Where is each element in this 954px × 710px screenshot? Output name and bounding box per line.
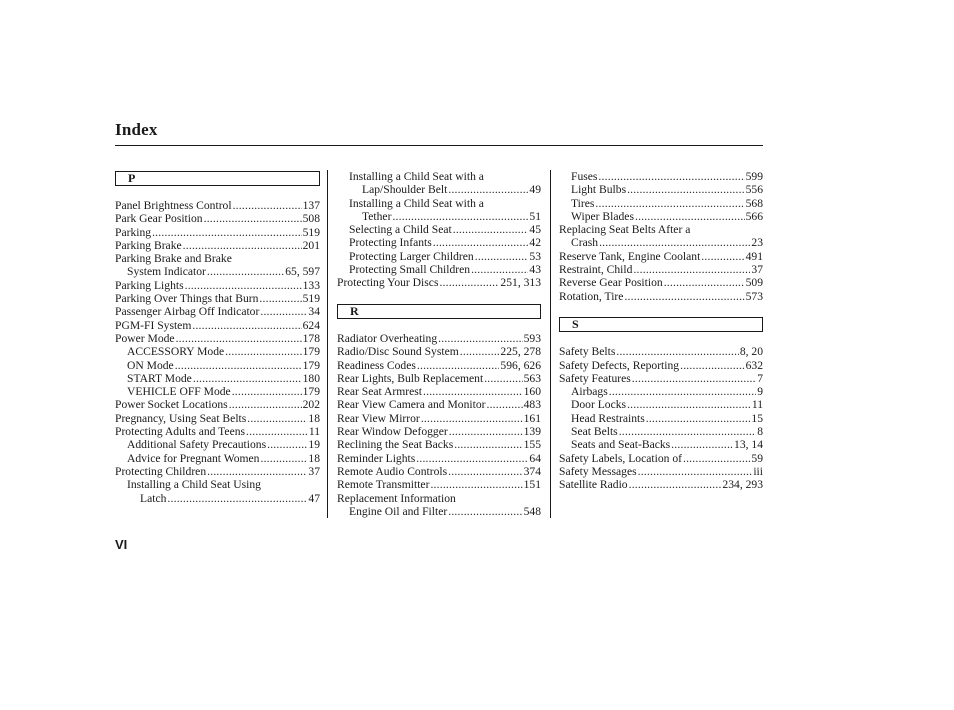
entry-page-ref: 483 bbox=[523, 398, 541, 412]
entry-page-ref: 563 bbox=[523, 371, 541, 385]
dot-leader bbox=[152, 226, 302, 239]
entry-label: Engine Oil and Filter bbox=[349, 504, 448, 518]
dot-leader bbox=[598, 170, 744, 183]
section-gap bbox=[559, 303, 763, 316]
index-entry bbox=[559, 345, 763, 358]
entry-page-ref: 568 bbox=[745, 196, 763, 210]
entry-label: Crash bbox=[571, 236, 599, 250]
dot-leader bbox=[247, 412, 307, 425]
entry-label: Tires bbox=[571, 196, 595, 210]
index-entry bbox=[337, 345, 541, 358]
index-entry bbox=[115, 265, 320, 278]
dot-leader bbox=[267, 438, 307, 451]
dot-leader bbox=[486, 398, 522, 411]
index-entry bbox=[559, 372, 763, 385]
entry-label: Protecting Small Children bbox=[349, 263, 471, 277]
index-entry bbox=[337, 276, 541, 289]
entry-page-ref: 11 bbox=[751, 398, 763, 412]
entry-page-ref: 7 bbox=[757, 371, 763, 385]
dot-leader bbox=[421, 412, 523, 425]
entry-label: Lap/Shoulder Belt bbox=[362, 183, 448, 197]
entry-label: Reminder Lights bbox=[337, 451, 416, 465]
dot-leader bbox=[260, 452, 307, 465]
entry-page-ref: 19 bbox=[308, 438, 320, 452]
entry-label: Protecting Larger Children bbox=[349, 249, 474, 263]
dot-leader bbox=[193, 372, 302, 385]
entry-page-ref: 234, 293 bbox=[722, 478, 763, 492]
index-entry bbox=[337, 236, 541, 249]
dot-leader bbox=[192, 319, 301, 332]
index-entry bbox=[559, 223, 763, 236]
index-entry bbox=[115, 252, 320, 265]
entry-page-ref: 548 bbox=[523, 504, 541, 518]
entry-label: Safety Features bbox=[559, 371, 631, 385]
dot-leader bbox=[448, 505, 522, 518]
dot-leader bbox=[683, 452, 750, 465]
entry-page-ref: 15 bbox=[751, 411, 763, 425]
index-entry bbox=[559, 478, 763, 491]
entry-label: Selecting a Child Seat bbox=[349, 223, 452, 237]
index-entry bbox=[115, 239, 320, 252]
dot-leader bbox=[207, 465, 307, 478]
entry-label: Readiness Codes bbox=[337, 358, 416, 372]
index-entry bbox=[337, 398, 541, 411]
dot-leader bbox=[417, 359, 500, 372]
entry-label: ACCESSORY Mode bbox=[127, 345, 225, 359]
index-entry bbox=[559, 398, 763, 411]
dot-leader bbox=[460, 345, 500, 358]
dot-leader bbox=[229, 398, 302, 411]
dot-leader bbox=[204, 212, 302, 225]
dot-leader bbox=[629, 478, 722, 491]
entry-page-ref: 374 bbox=[523, 464, 541, 478]
entry-label: Rear Lights, Bulb Replacement bbox=[337, 371, 484, 385]
entry-page-ref: 64 bbox=[529, 451, 541, 465]
index-entry bbox=[337, 452, 541, 465]
entry-label: Rear Window Defogger bbox=[337, 425, 448, 439]
entry-label: Restraint, Child bbox=[559, 263, 633, 277]
entry-page-ref: 160 bbox=[523, 385, 541, 399]
entry-label: Parking Brake and Brake bbox=[115, 252, 232, 266]
entry-page-ref: 13, 14 bbox=[734, 438, 763, 452]
dot-leader bbox=[185, 279, 302, 292]
entry-label: Protecting Infants bbox=[349, 236, 432, 250]
index-entry bbox=[115, 226, 320, 239]
index-entry bbox=[559, 359, 763, 372]
entry-label: Rear View Camera and Monitor bbox=[337, 398, 486, 412]
dot-leader bbox=[595, 197, 744, 210]
index-entry bbox=[115, 199, 320, 212]
entry-page-ref: 180 bbox=[302, 371, 320, 385]
dot-leader bbox=[616, 345, 738, 358]
entry-page-ref: 599 bbox=[745, 170, 763, 183]
index-entry bbox=[115, 305, 320, 318]
entry-page-ref: 573 bbox=[745, 289, 763, 303]
entry-label: Panel Brightness Control bbox=[115, 199, 232, 212]
entry-label: Power Socket Locations bbox=[115, 398, 228, 412]
entry-page-ref: 179 bbox=[302, 345, 320, 359]
entry-page-ref: 225, 278 bbox=[500, 345, 541, 359]
dot-leader bbox=[233, 199, 302, 212]
dot-leader bbox=[701, 250, 744, 263]
entry-label: Park Gear Position bbox=[115, 212, 203, 226]
index-entry bbox=[115, 332, 320, 345]
entry-page-ref: 18 bbox=[308, 411, 320, 425]
index-entry bbox=[337, 250, 541, 263]
entry-page-ref: 8 bbox=[757, 425, 763, 439]
entry-label: Rear View Mirror bbox=[337, 411, 420, 425]
dot-leader bbox=[449, 425, 523, 438]
index-entry bbox=[115, 452, 320, 465]
entry-label: Remote Audio Controls bbox=[337, 464, 448, 478]
entry-label: VEHICLE OFF Mode bbox=[127, 385, 231, 399]
page-title: Index bbox=[115, 120, 158, 139]
entry-label: ON Mode bbox=[127, 358, 174, 372]
index-entry bbox=[115, 465, 320, 478]
entry-label: Reclining the Seat Backs bbox=[337, 438, 454, 452]
entry-label: Latch bbox=[140, 491, 167, 505]
entry-label: Safety Defects, Reporting bbox=[559, 358, 680, 372]
entry-label: Advice for Pregnant Women bbox=[127, 451, 260, 465]
dot-leader bbox=[454, 438, 522, 451]
entry-label: System Indicator bbox=[127, 265, 206, 279]
entry-label: Rotation, Tire bbox=[559, 289, 624, 303]
entry-page-ref: 11 bbox=[308, 425, 320, 439]
index-entry bbox=[115, 412, 320, 425]
entry-label: Rear Seat Armrest bbox=[337, 385, 422, 399]
entry-page-ref: 161 bbox=[523, 411, 541, 425]
entry-page-ref: 47 bbox=[308, 491, 320, 505]
entry-label: Light Bulbs bbox=[571, 183, 627, 197]
entry-label: Parking bbox=[115, 225, 152, 239]
entry-label: PGM-FI System bbox=[115, 318, 192, 332]
entry-label: Seat Belts bbox=[571, 425, 618, 439]
entry-label: Head Restraints bbox=[571, 411, 645, 425]
dot-leader bbox=[632, 372, 756, 385]
entry-page-ref: 491 bbox=[745, 249, 763, 263]
entry-page-ref: 37 bbox=[751, 263, 763, 277]
entry-label: Reserve Tank, Engine Coolant bbox=[559, 249, 701, 263]
index-entry bbox=[559, 183, 763, 196]
dot-leader bbox=[484, 372, 522, 385]
entry-label: Protecting Your Discs bbox=[337, 276, 439, 290]
dot-leader bbox=[599, 236, 750, 249]
entry-label: Safety Labels, Location of bbox=[559, 451, 682, 465]
entry-page-ref: 519 bbox=[302, 292, 320, 306]
index-entry bbox=[115, 492, 320, 505]
dot-leader bbox=[448, 465, 522, 478]
dot-leader bbox=[471, 263, 528, 276]
entry-page-ref: 59 bbox=[751, 451, 763, 465]
index-entry bbox=[337, 505, 541, 518]
entry-page-ref: iii bbox=[753, 464, 763, 478]
entry-page-ref: 151 bbox=[523, 478, 541, 492]
entry-label: Airbags bbox=[571, 385, 608, 399]
dot-leader bbox=[619, 425, 757, 438]
index-entry bbox=[337, 332, 541, 345]
section-header: R bbox=[337, 304, 541, 319]
entry-page-ref: 179 bbox=[302, 385, 320, 399]
index-entry bbox=[559, 290, 763, 303]
index-entry bbox=[337, 412, 541, 425]
index-entry bbox=[337, 197, 541, 210]
section-header: S bbox=[559, 317, 763, 332]
index-column-2 bbox=[337, 170, 541, 518]
entry-label: Radio/Disc Sound System bbox=[337, 345, 459, 359]
entry-page-ref: 137 bbox=[302, 199, 320, 212]
index-entry bbox=[115, 292, 320, 305]
index-entry bbox=[559, 210, 763, 223]
dot-leader bbox=[433, 236, 529, 249]
dot-leader bbox=[416, 452, 528, 465]
dot-leader bbox=[439, 276, 499, 289]
dot-leader bbox=[671, 438, 733, 451]
dot-leader bbox=[633, 263, 750, 276]
entry-page-ref: 51 bbox=[529, 209, 541, 223]
dot-leader bbox=[646, 412, 751, 425]
entry-page-ref: 49 bbox=[529, 183, 541, 197]
dot-leader bbox=[175, 359, 302, 372]
dot-leader bbox=[638, 465, 753, 478]
index-entry bbox=[337, 465, 541, 478]
entry-page-ref: 8, 20 bbox=[739, 345, 763, 359]
index-entry bbox=[559, 276, 763, 289]
dot-leader bbox=[167, 492, 307, 505]
entry-label: Pregnancy, Using Seat Belts bbox=[115, 411, 247, 425]
entry-label: START Mode bbox=[127, 371, 192, 385]
index-entry bbox=[337, 183, 541, 196]
entry-page-ref: 34 bbox=[308, 305, 320, 319]
column-divider bbox=[327, 170, 328, 518]
entry-label: Parking Brake bbox=[115, 238, 182, 252]
entry-page-ref: 23 bbox=[751, 236, 763, 250]
index-entry bbox=[559, 465, 763, 478]
entry-label: Parking Over Things that Burn bbox=[115, 292, 259, 306]
dot-leader bbox=[627, 398, 751, 411]
index-entry bbox=[337, 359, 541, 372]
index-entry bbox=[559, 425, 763, 438]
index-entry bbox=[559, 385, 763, 398]
column-divider bbox=[550, 170, 551, 518]
dot-leader bbox=[635, 210, 745, 223]
entry-page-ref: 251, 313 bbox=[500, 276, 541, 290]
entry-page-ref: 519 bbox=[302, 225, 320, 239]
dot-leader bbox=[609, 385, 756, 398]
dot-leader bbox=[260, 305, 307, 318]
index-entry bbox=[559, 197, 763, 210]
index-entry bbox=[115, 279, 320, 292]
entry-label: Replacing Seat Belts After a bbox=[559, 223, 691, 237]
index-entry bbox=[337, 385, 541, 398]
entry-page-ref: 9 bbox=[757, 385, 763, 399]
entry-page-ref: 509 bbox=[745, 276, 763, 290]
entry-label: Power Mode bbox=[115, 331, 175, 345]
entry-label: Protecting Children bbox=[115, 464, 207, 478]
dot-leader bbox=[176, 332, 302, 345]
entry-label: Remote Transmitter bbox=[337, 478, 430, 492]
dot-leader bbox=[430, 478, 522, 491]
index-entry bbox=[115, 345, 320, 358]
index-entry bbox=[559, 236, 763, 249]
entry-page-ref: 178 bbox=[302, 331, 320, 345]
index-entry bbox=[559, 452, 763, 465]
index-entry bbox=[115, 398, 320, 411]
entry-label: Installing a Child Seat Using bbox=[127, 478, 261, 492]
dot-leader bbox=[438, 332, 522, 345]
entry-label: Fuses bbox=[571, 170, 598, 183]
index-entry bbox=[115, 385, 320, 398]
index-entry bbox=[115, 438, 320, 451]
entry-page-ref: 37 bbox=[308, 464, 320, 478]
page-number: VI bbox=[115, 537, 128, 552]
dot-leader bbox=[680, 359, 745, 372]
entry-page-ref: 65, 597 bbox=[285, 265, 320, 279]
dot-leader bbox=[183, 239, 302, 252]
dot-leader bbox=[423, 385, 523, 398]
index-entry bbox=[559, 250, 763, 263]
index-entry bbox=[115, 425, 320, 438]
entry-page-ref: 508 bbox=[302, 212, 320, 226]
entry-page-ref: 45 bbox=[529, 223, 541, 237]
entry-label: Seats and Seat-Backs bbox=[571, 438, 671, 452]
entry-page-ref: 179 bbox=[302, 358, 320, 372]
entry-label: Parking Lights bbox=[115, 278, 184, 292]
dot-leader bbox=[259, 292, 301, 305]
index-entry bbox=[337, 492, 541, 505]
entry-label: Wiper Blades bbox=[571, 209, 634, 223]
index-entry bbox=[337, 223, 541, 236]
index-entry bbox=[559, 412, 763, 425]
entry-label: Installing a Child Seat with a bbox=[349, 170, 484, 183]
index-entry bbox=[115, 212, 320, 225]
index-entry bbox=[337, 170, 541, 183]
index-entry bbox=[337, 478, 541, 491]
dot-leader bbox=[453, 223, 529, 236]
entry-label: Safety Messages bbox=[559, 464, 637, 478]
index-entry bbox=[337, 438, 541, 451]
title-rule bbox=[115, 145, 763, 146]
index-entry bbox=[115, 359, 320, 372]
entry-label: Additional Safety Precautions bbox=[127, 438, 267, 452]
entry-label: Radiator Overheating bbox=[337, 331, 438, 345]
entry-label: Protecting Adults and Teens bbox=[115, 425, 246, 439]
entry-page-ref: 202 bbox=[302, 398, 320, 412]
index-entry bbox=[337, 372, 541, 385]
entry-label: Reverse Gear Position bbox=[559, 276, 663, 290]
entry-page-ref: 632 bbox=[745, 358, 763, 372]
entry-page-ref: 18 bbox=[308, 451, 320, 465]
entry-page-ref: 201 bbox=[302, 238, 320, 252]
dot-leader bbox=[448, 183, 528, 196]
dot-leader bbox=[475, 250, 529, 263]
index-entry bbox=[115, 372, 320, 385]
entry-label: Replacement Information bbox=[337, 491, 456, 505]
entry-page-ref: 624 bbox=[302, 318, 320, 332]
dot-leader bbox=[232, 385, 302, 398]
entry-page-ref: 593 bbox=[523, 331, 541, 345]
index-column-1 bbox=[115, 170, 320, 505]
entry-label: Installing a Child Seat with a bbox=[349, 196, 484, 210]
dot-leader bbox=[392, 210, 528, 223]
section-gap bbox=[337, 290, 541, 303]
entry-page-ref: 42 bbox=[529, 236, 541, 250]
index-entry bbox=[115, 319, 320, 332]
entry-page-ref: 556 bbox=[745, 183, 763, 197]
entry-label: Tether bbox=[362, 209, 392, 223]
entry-page-ref: 155 bbox=[523, 438, 541, 452]
index-entry bbox=[559, 170, 763, 183]
index-entry bbox=[115, 478, 320, 491]
entry-page-ref: 566 bbox=[745, 209, 763, 223]
dot-leader bbox=[664, 276, 745, 289]
entry-label: Passenger Airbag Off Indicator bbox=[115, 305, 260, 319]
index-column-3 bbox=[559, 170, 763, 492]
dot-leader bbox=[207, 265, 284, 278]
index-entry bbox=[559, 263, 763, 276]
dot-leader bbox=[246, 425, 308, 438]
entry-page-ref: 133 bbox=[302, 278, 320, 292]
entry-label: Safety Belts bbox=[559, 345, 616, 359]
entry-page-ref: 43 bbox=[529, 263, 541, 277]
section-header: P bbox=[115, 171, 320, 186]
dot-leader bbox=[627, 183, 745, 196]
index-entry bbox=[337, 425, 541, 438]
index-entry bbox=[337, 263, 541, 276]
dot-leader bbox=[624, 290, 744, 303]
dot-leader bbox=[225, 345, 301, 358]
entry-page-ref: 596, 626 bbox=[500, 358, 541, 372]
entry-label: Satellite Radio bbox=[559, 478, 628, 492]
index-entry bbox=[559, 438, 763, 451]
index-entry bbox=[337, 210, 541, 223]
entry-page-ref: 53 bbox=[529, 249, 541, 263]
entry-label: Door Locks bbox=[571, 398, 627, 412]
entry-page-ref: 139 bbox=[523, 425, 541, 439]
